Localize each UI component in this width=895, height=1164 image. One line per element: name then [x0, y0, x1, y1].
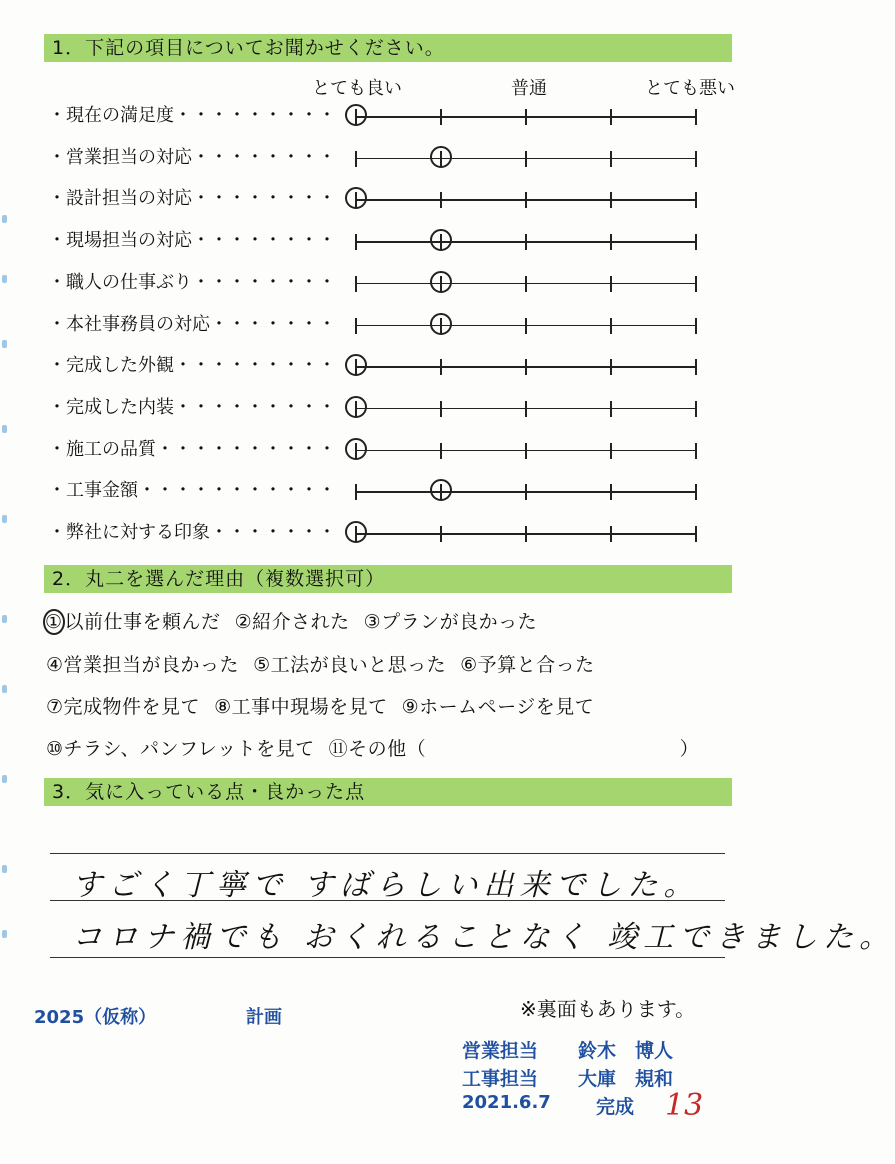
scale-label-neutral: 普通: [511, 78, 547, 99]
write-line-3: [50, 957, 725, 958]
rating-circle-mark: [430, 229, 452, 251]
rating-row: [0, 184, 765, 214]
rating-tick-4[interactable]: [610, 526, 612, 542]
reason-option-number: ①: [45, 611, 63, 633]
rating-row: [0, 476, 765, 506]
reason-option-text: 予算と合った: [477, 654, 595, 676]
reason-option[interactable]: [253, 654, 446, 676]
rating-row: [0, 226, 765, 256]
reason-option[interactable]: [214, 696, 388, 718]
rating-row: [0, 143, 765, 173]
reason-option-text: チラシ、パンフレットを見て: [63, 738, 315, 760]
rating-tick-5[interactable]: [695, 234, 697, 250]
rating-row-label: ・営業担当の対応・・・・・・・・: [48, 146, 336, 168]
reason-option-text: プランが良かった: [381, 611, 538, 633]
rating-tick-4[interactable]: [610, 151, 612, 167]
construction-name: 大庫 規和: [578, 1068, 674, 1090]
reason-option-number: ④: [46, 654, 64, 676]
rating-row-label: ・現場担当の対応・・・・・・・・: [48, 230, 336, 252]
rating-tick-2[interactable]: [440, 109, 442, 125]
reason-option-line: [46, 692, 608, 719]
project-name: 2025（仮称）: [34, 1007, 157, 1028]
reason-option[interactable]: [235, 611, 350, 633]
reason-option-number: ⑥: [460, 654, 478, 676]
reason-option[interactable]: [329, 738, 700, 760]
rating-row-label: ・完成した外観・・・・・・・・・: [48, 355, 336, 377]
reason-option-line: [46, 607, 551, 635]
rating-tick-5[interactable]: [695, 443, 697, 459]
write-line-1: [50, 853, 725, 854]
back-side-note: ※裏面もあります。: [520, 997, 696, 1021]
rating-tick-3[interactable]: [525, 109, 527, 125]
reason-option-number: ⑩: [46, 738, 64, 760]
rating-circle-mark: [345, 521, 367, 543]
rating-tick-3[interactable]: [525, 318, 527, 334]
rating-tick-5[interactable]: [695, 401, 697, 417]
rating-tick-2[interactable]: [440, 359, 442, 375]
reason-option[interactable]: [460, 654, 595, 676]
rating-tick-3[interactable]: [525, 401, 527, 417]
reason-option-text: ホームページを見て: [419, 696, 595, 718]
rating-tick-4[interactable]: [610, 192, 612, 208]
reason-option-text: 完成物件を見て: [63, 696, 201, 718]
rating-tick-2[interactable]: [440, 192, 442, 208]
reason-option-number: ③: [363, 611, 382, 633]
rating-tick-1[interactable]: [355, 151, 357, 167]
rating-circle-mark: [345, 104, 367, 126]
rating-tick-3[interactable]: [525, 151, 527, 167]
reason-option-number: ⑦: [46, 696, 64, 718]
left-edge-marks: [0, 215, 10, 945]
rating-tick-5[interactable]: [695, 276, 697, 292]
reason-option-number: ⑧: [214, 696, 232, 718]
rating-circle-mark: [345, 187, 367, 209]
reason-option[interactable]: [46, 738, 315, 760]
rating-circle-mark: [345, 438, 367, 460]
project-plan: 計画: [246, 1007, 282, 1028]
construction-label: 工事担当: [462, 1068, 539, 1090]
rating-tick-3[interactable]: [525, 276, 527, 292]
rating-tick-5[interactable]: [695, 109, 697, 125]
reason-option[interactable]: [46, 696, 200, 718]
rating-tick-1[interactable]: [355, 276, 357, 292]
rating-tick-4[interactable]: [610, 276, 612, 292]
rating-row: [0, 101, 765, 131]
rating-tick-3[interactable]: [525, 359, 527, 375]
rating-circle-mark: [430, 271, 452, 293]
reason-option-text: 工事中現場を見て: [231, 696, 388, 718]
rating-tick-1[interactable]: [355, 234, 357, 250]
rating-tick-1[interactable]: [355, 318, 357, 334]
rating-tick-1[interactable]: [355, 484, 357, 500]
rating-row-label: ・現在の満足度・・・・・・・・・: [48, 105, 336, 126]
scale-label-very-good: とても良い: [312, 78, 402, 99]
reason-option-text: 以前仕事を頼んだ: [64, 611, 221, 633]
rating-tick-3[interactable]: [525, 443, 527, 459]
reason-option-number: ⑤: [253, 654, 271, 676]
rating-tick-4[interactable]: [610, 401, 612, 417]
rating-tick-4[interactable]: [610, 318, 612, 334]
rating-tick-3[interactable]: [525, 484, 527, 500]
reason-option-number: ⑨: [401, 696, 420, 718]
rating-tick-4[interactable]: [610, 359, 612, 375]
rating-tick-5[interactable]: [695, 318, 697, 334]
rating-tick-3[interactable]: [525, 526, 527, 542]
rating-row-label: ・職人の仕事ぶり・・・・・・・・: [48, 271, 336, 293]
reason-option-line: [46, 650, 609, 677]
reason-option-text: その他（ ）: [348, 738, 700, 760]
rating-circle-mark: [430, 313, 452, 335]
red-handwritten-number: 13: [665, 1088, 704, 1123]
completion-date: 2021.6.7: [462, 1092, 551, 1113]
rating-row-label: ・設計担当の対応・・・・・・・・: [48, 188, 336, 210]
rating-row-label: ・施工の品質・・・・・・・・・・: [48, 438, 336, 460]
rating-tick-2[interactable]: [440, 443, 442, 459]
rating-tick-5[interactable]: [695, 192, 697, 208]
reason-option[interactable]: [46, 654, 239, 676]
rating-tick-3[interactable]: [525, 234, 527, 250]
rating-row: [0, 268, 765, 298]
rating-row-label: ・弊社に対する印象・・・・・・・: [48, 522, 336, 543]
rating-row-label: ・本社事務員の対応・・・・・・・: [48, 313, 336, 335]
rating-tick-4[interactable]: [610, 234, 612, 250]
rating-row-label: ・工事金額・・・・・・・・・・・: [48, 480, 336, 502]
reason-option-text: 営業担当が良かった: [63, 654, 240, 676]
rating-tick-4[interactable]: [610, 484, 612, 500]
rating-tick-5[interactable]: [695, 151, 697, 167]
reason-option-line: [46, 734, 713, 761]
section1-header: 1．下記の項目についてお聞かせください。: [44, 34, 732, 62]
section3-header: 3．気に入っている点・良かった点: [44, 778, 732, 806]
completion-label: 完成: [596, 1096, 635, 1118]
rating-tick-2[interactable]: [440, 526, 442, 542]
reason-option[interactable]: [364, 611, 538, 633]
rating-circle-mark: [430, 146, 452, 168]
rating-tick-5[interactable]: [695, 359, 697, 375]
rating-tick-2[interactable]: [440, 401, 442, 417]
rating-circle-mark: [345, 354, 367, 376]
rating-row: [0, 393, 765, 423]
scale-label-very-bad: とても悪い: [645, 78, 735, 99]
reason-option[interactable]: [46, 611, 221, 633]
reason-option-text: 工法が良いと思った: [270, 654, 447, 676]
rating-row: [0, 351, 765, 381]
rating-circle-mark: [430, 479, 452, 501]
rating-tick-5[interactable]: [695, 526, 697, 542]
rating-circle-mark: [345, 396, 367, 418]
section2-header: 2．丸二を選んだ理由（複数選択可）: [44, 565, 732, 593]
reason-option-number: ⑪: [328, 738, 349, 760]
rating-row: [0, 435, 765, 465]
rating-tick-5[interactable]: [695, 484, 697, 500]
sales-name: 鈴木 博人: [578, 1040, 674, 1062]
rating-tick-3[interactable]: [525, 192, 527, 208]
handwritten-comment-1: すごく丁寧で すばらしい出来でした。: [72, 868, 700, 903]
reason-option-number: ②: [234, 611, 253, 633]
rating-row-label: ・完成した内装・・・・・・・・・: [48, 396, 336, 418]
handwritten-comment-2: コロナ禍でも おくれることなく 竣工できました。: [72, 920, 895, 955]
rating-tick-4[interactable]: [610, 443, 612, 459]
rating-row: [0, 310, 765, 340]
sales-label: 営業担当: [462, 1040, 539, 1062]
reason-option-text: 紹介された: [252, 611, 350, 633]
rating-row: [0, 518, 765, 548]
reason-option[interactable]: [402, 696, 595, 718]
rating-tick-4[interactable]: [610, 109, 612, 125]
